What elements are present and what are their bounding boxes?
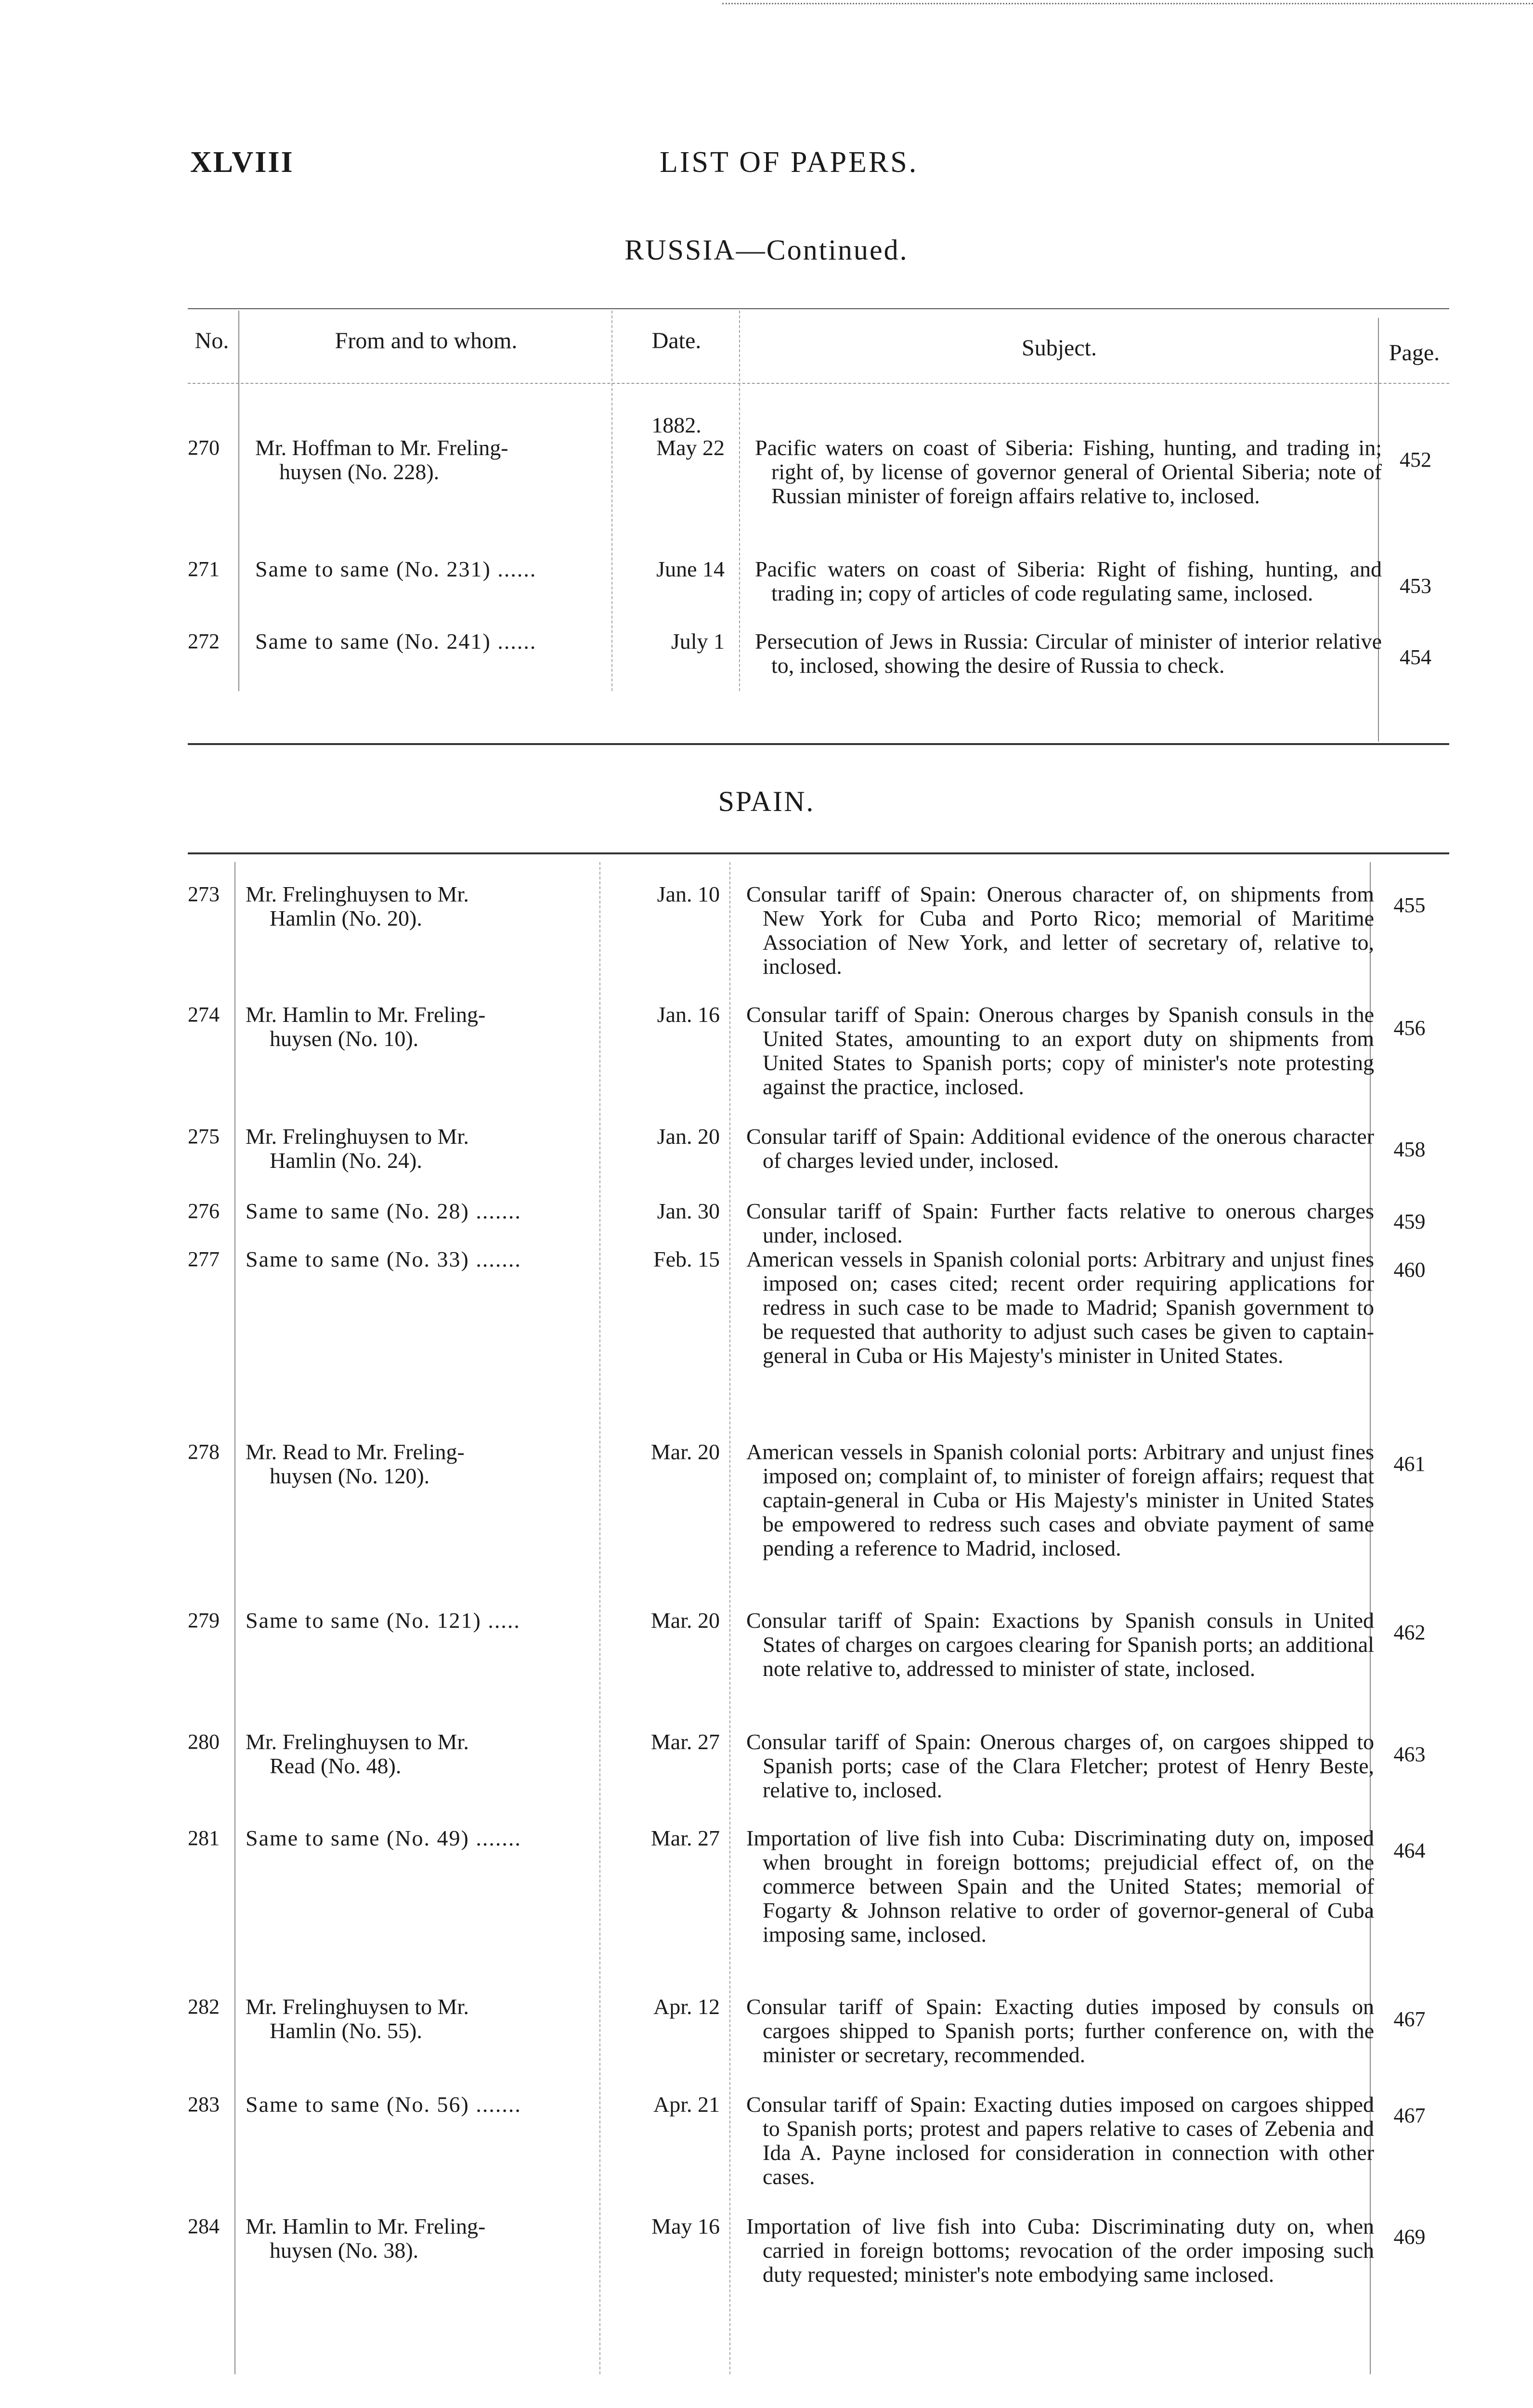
row-subject: Consular tariff of Spain: Onerous charges by Spanish consuls in the United States, amounting to an export duty on shipments from United States to Spanish ports; copy of minister's note protesting against the practice, inclosed. <box>746 1002 1374 1099</box>
from-line-1: Mr. Hamlin to Mr. Freling- <box>246 1002 486 1027</box>
row-date: Mar. 27 <box>650 1826 720 1850</box>
row-number: 270 <box>188 436 220 459</box>
row-subject: Pacific waters on coast of Siberia: Fishing, hunting, and trading in; right of, by license of governor general of Oriental Siberia; note of Russian minister of foreign affairs relative to, inclosed. <box>755 435 1382 508</box>
row-year: 1882. <box>651 413 702 437</box>
table-top-rule <box>188 308 1449 309</box>
row-from-to <box>246 1730 597 1778</box>
row-number: 278 <box>188 1440 220 1464</box>
from-line-1: Same to same (No. 49) ....... <box>246 1826 521 1850</box>
col-header-date: Date. <box>651 328 702 353</box>
row-page-ref: 456 <box>1393 1016 1426 1040</box>
row-number: 273 <box>188 882 220 906</box>
row-page-ref: 463 <box>1393 1742 1426 1766</box>
row-number: 282 <box>188 1995 220 2018</box>
row-date: Feb. 15 <box>653 1247 720 1271</box>
row-page-ref: 462 <box>1393 1621 1426 1644</box>
row-number: 272 <box>188 629 220 653</box>
row-from-to <box>255 436 607 484</box>
from-line-1: Mr. Hoffman to Mr. Freling- <box>255 435 508 460</box>
row-from-to <box>246 1199 597 1223</box>
row-number: 279 <box>188 1609 220 1632</box>
row-from-to <box>246 1826 597 1850</box>
row-from-to <box>246 1995 597 2043</box>
row-page-ref: 453 <box>1400 574 1431 598</box>
row-from-to <box>255 557 607 581</box>
from-line-1: Mr. Frelinghuysen to Mr. <box>246 1729 469 1754</box>
row-page-ref: 467 <box>1393 2104 1426 2127</box>
row-subject: Importation of live fish into Cuba: Discriminating duty on, when carried in foreign bottoms; revocation of the order imposing such duty requested; minister's note embodying same inclosed. <box>746 2214 1374 2287</box>
from-line-2: huysen (No. 120). <box>270 1464 430 1488</box>
col-header-subject: Subject. <box>1022 335 1097 361</box>
column-divider <box>238 311 239 691</box>
row-date: Mar. 27 <box>650 1729 720 1754</box>
section-title-russia: RUSSIA—Continued. <box>624 234 909 266</box>
row-date: Jan. 16 <box>657 1002 720 1027</box>
header-bottom-rule <box>188 383 1449 384</box>
running-title: LIST OF PAPERS. <box>660 146 919 179</box>
row-subject: Consular tariff of Spain: Further facts relative to onerous charges under, inclosed. <box>746 1199 1374 1247</box>
from-line-1: Same to same (No. 231) ...... <box>255 557 537 581</box>
row-number: 284 <box>188 2214 220 2238</box>
row-date: July 1 <box>671 629 725 654</box>
col-header-from-to: From and to whom. <box>335 328 518 353</box>
from-line-1: Same to same (No. 56) ....... <box>246 2092 521 2117</box>
from-line-1: Mr. Hamlin to Mr. Freling- <box>246 2214 486 2238</box>
from-line-1: Same to same (No. 121) ..... <box>246 1608 520 1633</box>
column-divider <box>611 311 612 691</box>
row-subject: Persecution of Jews in Russia: Circular of minister of interior relative to, inclosed, showing the desire of Russia to check. <box>755 629 1382 678</box>
row-number: 280 <box>188 1730 220 1754</box>
from-line-2: huysen (No. 38). <box>270 2238 419 2263</box>
row-date: June 14 <box>656 557 725 581</box>
row-date: Jan. 10 <box>657 882 720 906</box>
row-date: Mar. 20 <box>650 1440 720 1464</box>
row-date: May 22 <box>656 435 725 460</box>
row-number: 277 <box>188 1247 220 1271</box>
row-page-ref: 464 <box>1393 1839 1426 1862</box>
row-subject: Importation of live fish into Cuba: Discriminating duty on, imposed when brought in foreign bottoms; prejudicial effect of, on the commerce between Spain and the United States; memorial of Fogarty & Johnson relative to order of governor-general of Cuba imposing same, inclosed. <box>746 1826 1374 1947</box>
row-page-ref: 454 <box>1400 645 1431 669</box>
from-line-1: Mr. Read to Mr. Freling- <box>246 1440 465 1464</box>
column-divider <box>234 862 235 2374</box>
column-divider <box>599 862 600 2374</box>
row-from-to <box>246 882 597 930</box>
row-date: May 16 <box>651 2214 720 2238</box>
row-subject: Consular tariff of Spain: Exacting duties imposed by consuls on cargoes shipped to Spanish ports; further conference on, with the minister or secretary, recommended. <box>746 1994 1374 2067</box>
page-number: XLVIII <box>190 146 294 179</box>
row-page-ref: 452 <box>1400 448 1431 471</box>
section-title-spain: SPAIN. <box>718 785 815 817</box>
row-number: 276 <box>188 1199 220 1223</box>
table-top-rule <box>188 852 1449 854</box>
row-subject: Consular tariff of Spain: Additional evidence of the onerous character of charges levied under, inclosed. <box>746 1124 1374 1173</box>
from-line-2: Hamlin (No. 20). <box>270 906 422 930</box>
row-from-to <box>246 1440 597 1488</box>
row-from-to <box>246 1003 597 1051</box>
row-subject: American vessels in Spanish colonial ports: Arbitrary and unjust fines imposed on; cases cited; recent order requiring applications for redress in such case to be made to Madrid; Spanish government to be requested that authority to adjust such cases be given to captain-general in Cuba or His Majesty's minister in United States. <box>746 1247 1374 1368</box>
row-number: 274 <box>188 1003 220 1026</box>
row-subject: Consular tariff of Spain: Onerous character of, on shipments from New York for Cuba and Porto Rico; memorial of Maritime Association of New York, and letter of secretary of, relative to, inclosed. <box>746 882 1374 979</box>
row-date: Jan. 20 <box>657 1124 720 1149</box>
row-page-ref: 458 <box>1393 1138 1426 1161</box>
row-from-to <box>246 2214 597 2263</box>
from-line-1: Mr. Frelinghuysen to Mr. <box>246 882 469 906</box>
row-page-ref: 461 <box>1393 1452 1426 1476</box>
column-divider <box>729 862 730 2374</box>
col-header-no: No. <box>195 328 229 353</box>
row-number: 283 <box>188 2093 220 2116</box>
row-number: 281 <box>188 1826 220 1850</box>
row-page-ref: 460 <box>1393 1258 1426 1282</box>
row-from-to <box>246 1247 597 1271</box>
row-page-ref: 459 <box>1393 1210 1426 1233</box>
row-page-ref: 469 <box>1393 2225 1426 2249</box>
row-subject: Consular tariff of Spain: Exactions by Spanish consuls in United States of charges on cargoes clearing for Spanish ports; an additional note relative to, addressed to minister of state, inclosed. <box>746 1608 1374 1681</box>
section-end-rule <box>188 743 1449 745</box>
from-line-1: Mr. Frelinghuysen to Mr. <box>246 1124 469 1149</box>
column-divider <box>1378 318 1379 742</box>
from-line-2: Hamlin (No. 55). <box>270 2018 422 2043</box>
row-subject: Pacific waters on coast of Siberia: Right of fishing, hunting, and trading in; copy of articles of code regulating same, inclosed. <box>755 557 1382 605</box>
row-subject: Consular tariff of Spain: Onerous charges of, on cargoes shipped to Spanish ports; case of the Clara Fletcher; protest of Henry Beste, relative to, inclosed. <box>746 1729 1374 1802</box>
row-from-to <box>246 1609 597 1633</box>
row-from-to <box>255 629 607 654</box>
row-subject: American vessels in Spanish colonial ports: Arbitrary and unjust fines imposed on; complaint of, to minister of foreign affairs; request that captain-general in Cuba or His Majesty's minister in United States be empowered to redress such cases and obviate payment of same pending a reference to Madrid, inclosed. <box>746 1440 1374 1560</box>
from-line-2: Hamlin (No. 24). <box>270 1148 422 1173</box>
row-from-to <box>246 2093 597 2117</box>
from-line-1: Same to same (No. 33) ....... <box>246 1247 521 1271</box>
col-header-page: Page. <box>1389 340 1440 366</box>
row-number: 275 <box>188 1125 220 1148</box>
row-date: Jan. 30 <box>657 1199 720 1223</box>
from-line-2: huysen (No. 228). <box>279 459 440 484</box>
from-line-1: Mr. Frelinghuysen to Mr. <box>246 1994 469 2019</box>
row-from-to <box>246 1125 597 1173</box>
from-line-1: Same to same (No. 241) ...... <box>255 629 537 654</box>
row-number: 271 <box>188 557 220 581</box>
row-date: Apr. 21 <box>653 2092 720 2117</box>
from-line-2: Read (No. 48). <box>270 1754 402 1778</box>
row-date: Apr. 12 <box>653 1994 720 2019</box>
from-line-1: Same to same (No. 28) ....... <box>246 1199 521 1223</box>
top-edge-rule <box>722 3 1533 4</box>
row-page-ref: 467 <box>1393 2007 1426 2031</box>
row-date: Mar. 20 <box>650 1608 720 1633</box>
row-subject: Consular tariff of Spain: Exacting duties imposed on cargoes shipped to Spanish ports; protest and papers relative to cases of Zebenia and Ida A. Payne inclosed for consideration in connection with other cases. <box>746 2092 1374 2189</box>
column-divider <box>739 311 740 691</box>
row-page-ref: 455 <box>1393 893 1426 917</box>
from-line-2: huysen (No. 10). <box>270 1026 419 1051</box>
